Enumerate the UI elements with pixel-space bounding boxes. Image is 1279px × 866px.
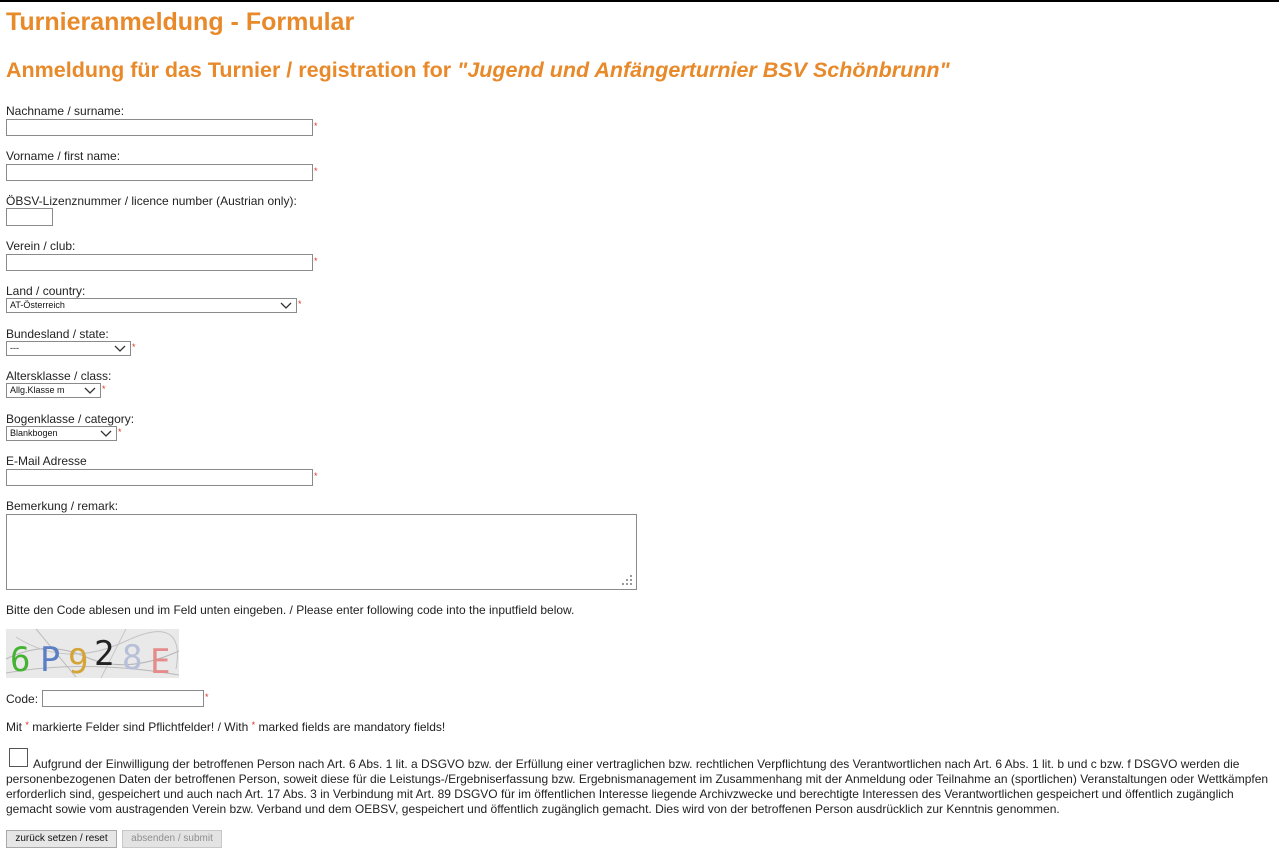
code-input[interactable]	[42, 690, 204, 707]
code-label: Code:	[6, 692, 39, 706]
subtitle-prefix: Anmeldung für das Turnier / registration for	[6, 58, 458, 82]
captcha-graphic	[6, 618, 179, 682]
surname-input[interactable]	[6, 119, 313, 136]
club-input[interactable]	[6, 254, 313, 271]
firstname-label: Vorname / first name:	[6, 149, 121, 163]
mandatory-note-part3: marked fields are mandatory fields!	[255, 720, 446, 734]
chevron-down-icon	[100, 428, 112, 439]
age-class-label: Altersklasse / class:	[6, 369, 112, 383]
chevron-down-icon	[114, 343, 126, 354]
email-label: E-Mail Adresse	[6, 454, 87, 468]
svg-text:9: 9	[68, 642, 89, 682]
required-marker: *	[314, 121, 318, 131]
state-label: Bundesland / state:	[6, 327, 109, 341]
required-marker: *	[132, 342, 136, 352]
bow-class-select-value: Blankbogen	[10, 428, 58, 438]
required-marker: *	[251, 720, 256, 730]
bow-class-label: Bogenklasse / category:	[6, 412, 135, 426]
remark-label: Bemerkung / remark:	[6, 499, 119, 513]
reset-button[interactable]: zurück setzen / reset	[6, 830, 117, 848]
svg-text:P: P	[40, 640, 61, 680]
remark-textarea[interactable]	[6, 514, 637, 590]
state-select[interactable]	[6, 341, 131, 356]
page-title: Turnieranmeldung - Formular	[6, 8, 355, 36]
required-marker: *	[314, 471, 318, 481]
country-select-value: AT-Österreich	[10, 300, 65, 310]
surname-label: Nachname / surname:	[6, 104, 125, 118]
chevron-down-icon	[84, 385, 96, 396]
svg-text:6: 6	[10, 640, 31, 680]
age-class-select[interactable]	[6, 383, 101, 398]
required-marker: *	[314, 256, 318, 266]
required-marker: *	[25, 720, 29, 730]
licence-input[interactable]	[6, 208, 53, 226]
country-label: Land / country:	[6, 284, 86, 298]
consent-text: Aufgrund der Einwilligung der betroffenen Person nach Art. 6 Abs. 1 lit. a DSGVO bzw. der Erfüllung einer vertraglichen bzw. rechtlichen Verpflichtung des Verantwortlichen nach Art. 6 Abs. 1 lit. b und c bzw. f DSGVO werden die personenbezogenen Daten der betroffenen Person, soweit diese für die Leistungs-/Ergebniserfassung bzw. Ergebnismanagement im Zusammenhang mit der Anmeldung oder Teilnahme an (sportlichen) Veranstaltungen oder Wettkämpfen erforderlich sind, gespeichert und auch nach Art. 17 Abs. 3 in Verbindung mit Art. 89 DSGVO für im öffentlichen Interesse liegende Archivzwecke und berechtigte Interessen des Verantwortlichen gespeichert und öffentlich zugänglich gemacht sowie vom austragenden Verein bzw. Verband und dem OEBSV, gespeichert und öffentlich zugänglich gemacht. Dies wird von der betroffenen Person ausdrücklich zur Kenntnis genommen.	[6, 757, 1269, 816]
email-input[interactable]	[6, 469, 313, 486]
required-marker: *	[298, 299, 302, 309]
mandatory-note-part1: Mit	[6, 720, 26, 734]
required-marker: *	[314, 166, 318, 176]
age-class-select-value: Allg.Klasse m	[10, 385, 65, 395]
svg-text:E: E	[150, 642, 171, 682]
bow-class-select[interactable]	[6, 426, 117, 441]
firstname-input[interactable]	[6, 164, 313, 181]
required-marker: *	[205, 692, 209, 702]
resize-grip-icon[interactable]	[621, 574, 633, 586]
captcha-text: 6P928E	[6, 618, 49, 632]
licence-label: ÖBSV-Lizenznummer / licence number (Austrian only):	[6, 194, 297, 208]
captcha-image	[6, 618, 179, 682]
required-marker: *	[102, 384, 106, 394]
tournament-name: "Jugend und Anfängerturnier BSV Schönbrunn"	[457, 58, 950, 82]
required-marker: *	[118, 427, 122, 437]
submit-button[interactable]: absenden / submit	[122, 830, 222, 848]
chevron-down-icon	[280, 300, 292, 311]
svg-text:2: 2	[94, 634, 115, 674]
svg-text:8: 8	[122, 638, 143, 678]
mandatory-note	[6, 720, 445, 734]
page-subtitle	[6, 58, 950, 83]
mandatory-note-part2: markierte Felder sind Pflichtfelder! / With	[28, 720, 252, 734]
state-select-value: ---	[10, 343, 19, 353]
captcha-instruction: Bitte den Code ablesen und im Feld unten eingeben. / Please enter following code into the inputfield below.	[6, 603, 575, 617]
country-select[interactable]	[6, 298, 297, 313]
club-label: Verein / club:	[6, 239, 76, 253]
